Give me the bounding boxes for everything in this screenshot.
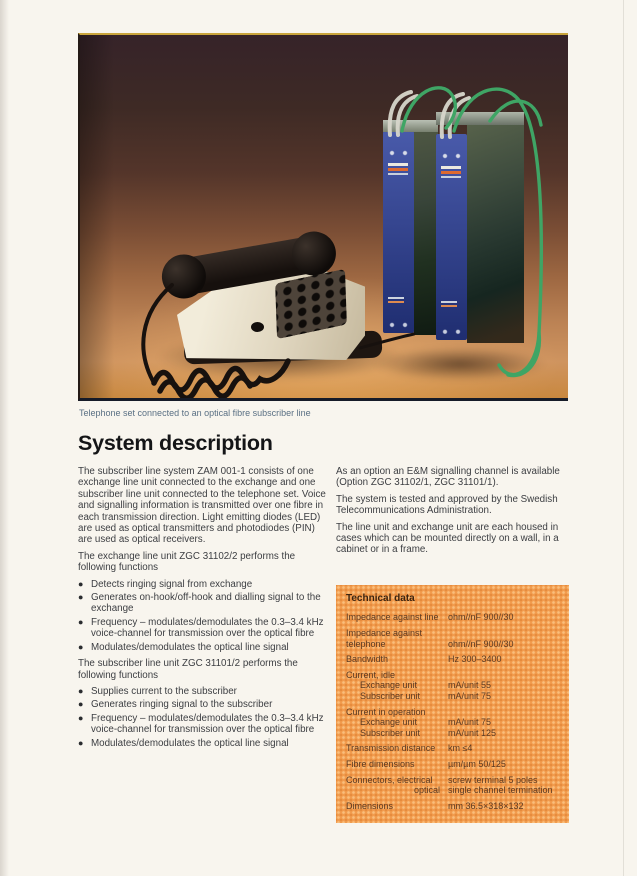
list-item-text: Frequency – modulates/demodulates the 0.3–3.4 kHz voice-channel for transmission over the optical fibre	[91, 616, 324, 640]
bullet-icon: ●	[78, 592, 84, 603]
paragraph: The subscriber line system ZAM 001-1 consists of one exchange line unit connected to the exchange and one subscriber line unit connected to the telephone set. Voice and signalling information is transmitted over one fibre in each transmission direction. Light emitting diodes (LED) are used as optical transmitters and photodiodes (PIN) are used as optical receivers.	[78, 466, 326, 546]
technical-data-title: Technical data	[346, 592, 415, 604]
fibre-cables	[402, 88, 541, 376]
tech-row: Impedance against line ohm//nF 900//30	[346, 612, 514, 623]
tech-row: Fibre dimensions µm/µm 50/125	[346, 758, 506, 769]
tech-row: Subscriber unit mA/unit 75	[360, 691, 492, 701]
bullet-icon: ●	[78, 712, 84, 723]
photo-caption: Telephone set connected to an optical fibre subscriber line	[79, 408, 311, 418]
tech-row: optical single channel termination	[413, 785, 553, 796]
cables-overlay	[80, 35, 568, 401]
bullet-icon: ●	[78, 641, 84, 652]
line-cord	[360, 334, 414, 348]
page-right-edge	[623, 0, 624, 876]
tech-row: Connectors, electrical screw terminal 5 poles	[346, 774, 538, 785]
paragraph: As an option an E&M signalling channel is available (Option ZGC 31102/1, ZGC 31101/1).	[336, 466, 560, 489]
subscriber-unit-functions	[78, 686, 328, 749]
tech-row: Bandwidth Hz 300–3400	[346, 654, 502, 665]
bullet-icon: ●	[78, 578, 84, 589]
paragraph: The system is tested and approved by the Swedish Telecommunications Administration.	[336, 493, 558, 517]
tech-row: Current, idle	[346, 669, 396, 680]
product-photo	[78, 33, 568, 401]
tech-row: Transmission distance km ≤4	[346, 743, 473, 754]
tech-row: Current in operation	[346, 706, 426, 717]
list-item-text: Supplies current to the subscriber	[91, 685, 237, 697]
coiled-cord	[143, 285, 414, 398]
tech-row: Exchange unit mA/unit 75	[360, 717, 492, 728]
bullet-icon: ●	[78, 737, 84, 748]
paragraph: The exchange line unit ZGC 31102/2 performs the following functions	[78, 550, 296, 574]
list-item	[78, 738, 328, 749]
list-item-text: Detects ringing signal from exchange	[91, 578, 253, 590]
list-item	[78, 699, 328, 710]
tech-row: Exchange unit mA/unit 55	[360, 680, 492, 691]
technical-data-box	[336, 585, 569, 824]
tech-row: Dimensions mm 36.5×318×132	[346, 800, 524, 811]
list-item-text: Modulates/demodulates the optical line signal	[91, 641, 289, 653]
list-item	[78, 686, 328, 697]
list-item	[78, 579, 328, 590]
list-item	[78, 642, 328, 653]
list-item-text: Generates on-hook/off-hook and dialling signal to the exchange	[91, 592, 321, 615]
left-column	[78, 466, 328, 754]
paragraph: The subscriber line unit ZGC 31101/2 performs the following functions	[78, 658, 298, 681]
list-item	[78, 713, 328, 736]
page-left-shadow	[0, 0, 9, 876]
tech-row: Impedance against telephone ohm//nF 900//30	[346, 628, 514, 649]
paragraph: The line unit and exchange unit are each housed in cases which can be mounted directly on a wall, in a cabinet or in a frame.	[336, 521, 559, 556]
right-column	[336, 466, 569, 823]
list-item	[78, 592, 328, 615]
bullet-icon: ●	[78, 685, 84, 696]
list-item	[78, 617, 328, 640]
list-item-text: Generates ringing signal to the subscriber	[91, 699, 273, 711]
list-item-text: Frequency – modulates/demodulates the 0.3–3.4 kHz voice-channel for transmission over the optical fibre	[91, 712, 324, 736]
exchange-unit-functions	[78, 579, 328, 653]
bullet-icon: ●	[78, 699, 84, 710]
tech-row: Subscriber unit mA/unit 125	[360, 727, 497, 738]
list-item-text: Modulates/demodulates the optical line signal	[91, 737, 289, 749]
page-title: System description	[78, 431, 273, 455]
bullet-icon: ●	[78, 616, 84, 627]
